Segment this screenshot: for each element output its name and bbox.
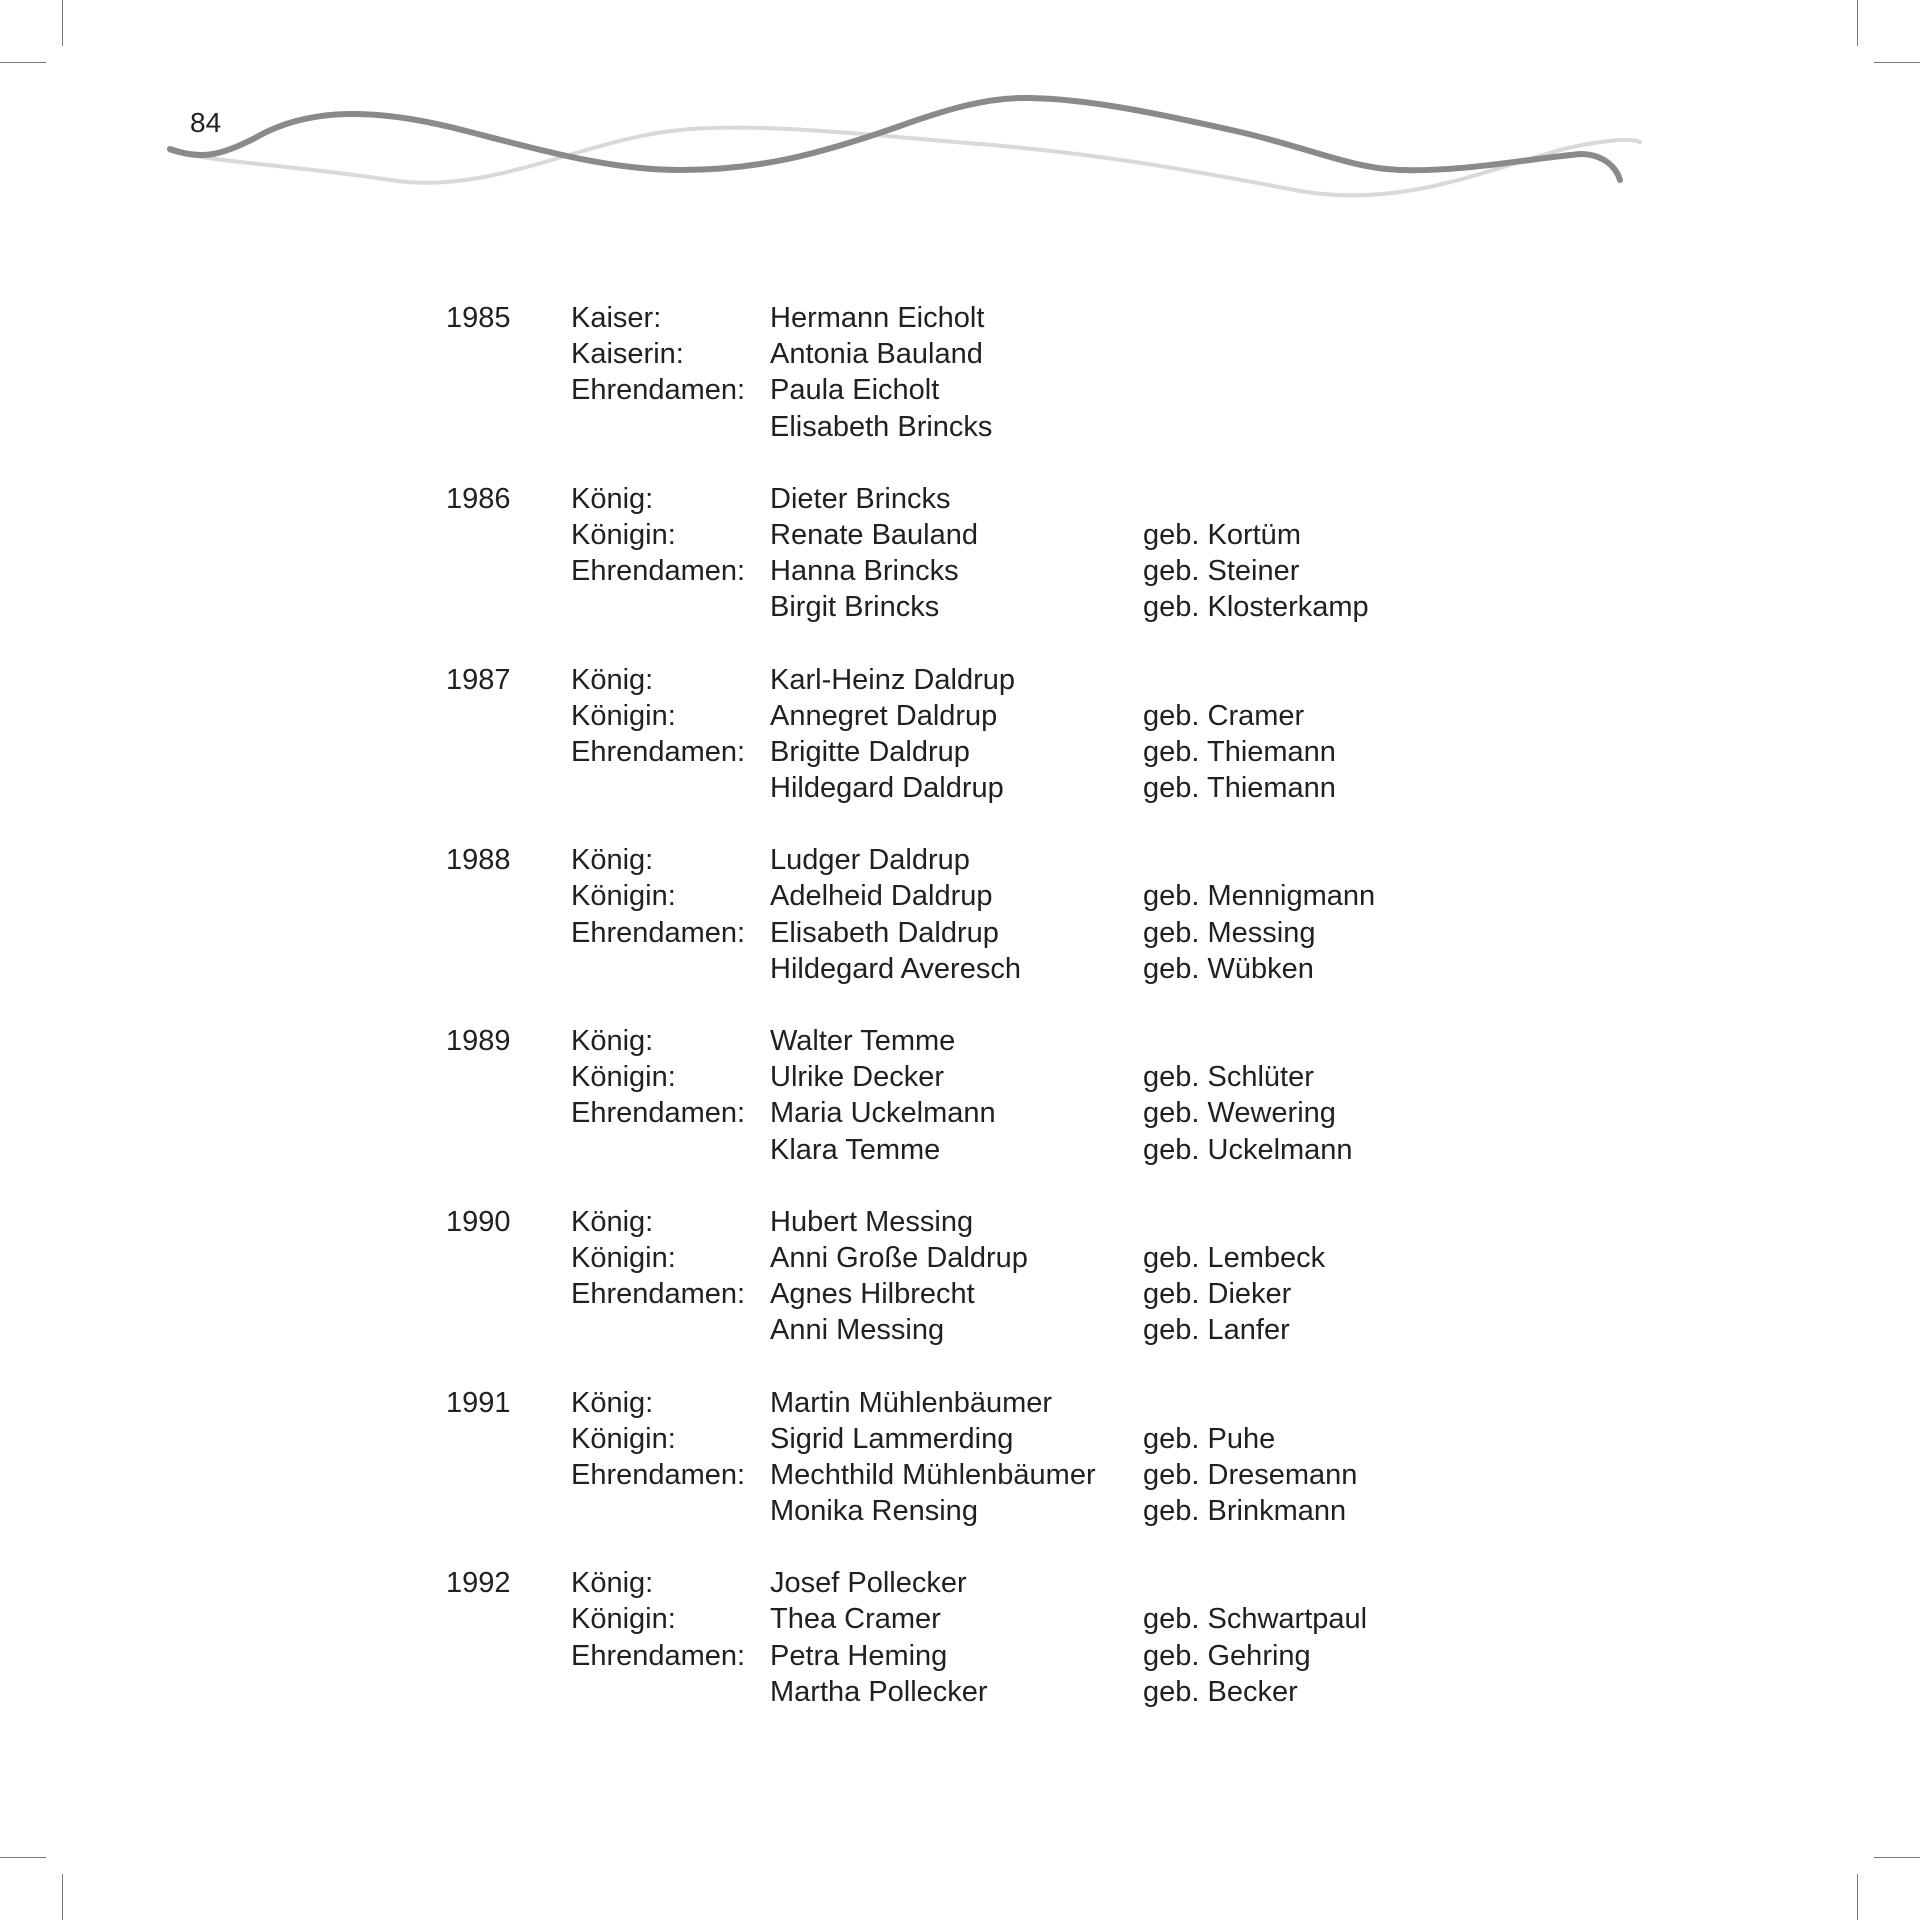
person-name: Sigrid Lammerding <box>770 1422 1014 1455</box>
person-name: Renate Bauland <box>770 518 978 551</box>
birth-name: geb. Lanfer <box>1143 1314 1290 1347</box>
person-name: Annegret Daldrup <box>770 699 998 732</box>
crop-mark-top-right-horizontal <box>1874 62 1920 63</box>
roster-row <box>446 589 1546 625</box>
crop-mark-bottom-left-horizontal <box>0 1857 46 1858</box>
person-name: Hubert Messing <box>770 1205 974 1238</box>
crop-mark-bottom-left-vertical <box>62 1874 63 1920</box>
roster-row <box>446 734 1546 770</box>
wave-light-line <box>170 128 1640 196</box>
roster-entry-1990 <box>446 1204 1546 1349</box>
birth-name: geb. Puhe <box>1143 1422 1276 1455</box>
person-name: Monika Rensing <box>770 1495 978 1528</box>
person-name: Antonia Bauland <box>770 338 983 371</box>
role-label: Königin: <box>571 699 676 732</box>
birth-name: geb. Thiemann <box>1143 772 1336 805</box>
birth-name: geb. Cramer <box>1143 699 1305 732</box>
roster-row <box>446 1565 1546 1601</box>
role-label: Königin: <box>571 1061 676 1094</box>
birth-name: geb. Messing <box>1143 916 1316 949</box>
header-wave-ornament <box>160 88 1720 218</box>
birth-name: geb. Mennigmann <box>1143 880 1376 913</box>
roster-entry-1991 <box>446 1385 1546 1530</box>
birth-name: geb. Dieker <box>1143 1278 1292 1311</box>
roster-row <box>446 1385 1546 1421</box>
role-label: Kaiser: <box>571 302 662 334</box>
role-label: König: <box>571 663 654 696</box>
role-label: Ehrendamen: <box>571 1097 746 1130</box>
roster-row <box>446 1421 1546 1457</box>
birth-name: geb. Gehring <box>1143 1639 1311 1672</box>
year-label: 1989 <box>446 1025 511 1057</box>
role-label: Kaiserin: <box>571 338 684 371</box>
person-name: Thea Cramer <box>770 1603 941 1636</box>
crop-mark-bottom-right-vertical <box>1857 1874 1858 1920</box>
birth-name: geb. Brinkmann <box>1143 1495 1347 1528</box>
person-name: Martin Mühlenbäumer <box>770 1386 1053 1419</box>
person-name: Josef Pollecker <box>770 1567 967 1600</box>
role-label: König: <box>571 482 654 515</box>
roster-entry-1986 <box>446 481 1546 626</box>
roster-row <box>446 517 1546 553</box>
person-name: Elisabeth Brincks <box>770 410 993 443</box>
roster-row <box>446 1059 1546 1095</box>
year-label: 1986 <box>446 482 511 515</box>
roster-row <box>446 698 1546 734</box>
roster-row <box>446 951 1546 987</box>
role-label: Ehrendamen: <box>571 374 746 407</box>
birth-name: geb. Klosterkamp <box>1143 591 1369 624</box>
roster-row <box>446 1023 1546 1059</box>
roster-row <box>446 842 1546 878</box>
role-label: Königin: <box>571 518 676 551</box>
person-name: Hermann Eicholt <box>770 302 985 334</box>
roster-entry-1985 <box>446 300 1546 445</box>
role-label: Ehrendamen: <box>571 1458 746 1491</box>
person-name: Dieter Brincks <box>770 482 951 515</box>
person-name: Maria Uckelmann <box>770 1097 996 1130</box>
person-name: Anni Große Daldrup <box>770 1241 1028 1274</box>
birth-name: geb. Uckelmann <box>1143 1133 1353 1166</box>
year-label: 1991 <box>446 1386 511 1419</box>
birth-name: geb. Wewering <box>1143 1097 1336 1130</box>
role-label: Ehrendamen: <box>571 916 746 949</box>
roster-row <box>446 300 1546 336</box>
year-label: 1990 <box>446 1205 511 1238</box>
roster-row <box>446 1132 1546 1168</box>
roster-list <box>446 300 1546 1746</box>
person-name: Ludger Daldrup <box>770 844 970 877</box>
roster-row <box>446 481 1546 517</box>
roster-row <box>446 1493 1546 1529</box>
person-name: Hanna Brincks <box>770 555 959 588</box>
roster-row <box>446 1457 1546 1493</box>
role-label: Ehrendamen: <box>571 1278 746 1311</box>
person-name: Agnes Hilbrecht <box>770 1278 975 1311</box>
roster-row <box>446 1312 1546 1348</box>
role-label: Königin: <box>571 1241 676 1274</box>
person-name: Karl-Heinz Daldrup <box>770 663 1015 696</box>
wave-dark-line <box>170 98 1620 180</box>
person-name: Birgit Brincks <box>770 591 940 624</box>
crop-mark-bottom-right-horizontal <box>1874 1857 1920 1858</box>
birth-name: geb. Schwartpaul <box>1143 1603 1368 1636</box>
crop-mark-top-left-horizontal <box>0 62 46 63</box>
person-name: Mechthild Mühlenbäumer <box>770 1458 1096 1491</box>
year-label: 1987 <box>446 663 511 696</box>
roster-entry-1987 <box>446 662 1546 807</box>
person-name: Petra Heming <box>770 1639 948 1672</box>
roster-row <box>446 770 1546 806</box>
person-name: Brigitte Daldrup <box>770 735 970 768</box>
birth-name: geb. Steiner <box>1143 555 1300 588</box>
birth-name: geb. Wübken <box>1143 952 1314 985</box>
year-label: 1988 <box>446 844 511 877</box>
roster-row <box>446 1638 1546 1674</box>
roster-row <box>446 1204 1546 1240</box>
person-name: Adelheid Daldrup <box>770 880 993 913</box>
roster-row <box>446 409 1546 445</box>
roster-row <box>446 1240 1546 1276</box>
roster-row <box>446 662 1546 698</box>
role-label: König: <box>571 1386 654 1419</box>
birth-name: geb. Becker <box>1143 1675 1298 1708</box>
crop-mark-top-right-vertical <box>1857 0 1858 46</box>
birth-name: geb. Lembeck <box>1143 1241 1326 1274</box>
roster-row <box>446 1276 1546 1312</box>
role-label: König: <box>571 1567 654 1600</box>
roster-row <box>446 915 1546 951</box>
birth-name: geb. Dresemann <box>1143 1458 1358 1491</box>
roster-row <box>446 1674 1546 1710</box>
role-label: Ehrendamen: <box>571 555 746 588</box>
roster-entry-1988 <box>446 842 1546 987</box>
role-label: König: <box>571 844 654 877</box>
person-name: Walter Temme <box>770 1025 956 1057</box>
roster-entry-1989 <box>446 1023 1546 1168</box>
roster-row <box>446 878 1546 914</box>
birth-name: geb. Schlüter <box>1143 1061 1314 1094</box>
page-number: 84 <box>190 107 222 138</box>
role-label: Ehrendamen: <box>571 735 746 768</box>
person-name: Paula Eicholt <box>770 374 940 407</box>
roster-entry-1992 <box>446 1565 1546 1710</box>
person-name: Elisabeth Daldrup <box>770 916 999 949</box>
roster-row <box>446 553 1546 589</box>
person-name: Klara Temme <box>770 1133 941 1166</box>
person-name: Hildegard Averesch <box>770 952 1021 985</box>
role-label: König: <box>571 1025 654 1057</box>
role-label: Ehrendamen: <box>571 1639 746 1672</box>
birth-name: geb. Thiemann <box>1143 735 1336 768</box>
crop-mark-top-left-vertical <box>62 0 63 46</box>
role-label: Königin: <box>571 1422 676 1455</box>
year-label: 1992 <box>446 1567 511 1600</box>
birth-name: geb. Kortüm <box>1143 518 1301 551</box>
person-name: Martha Pollecker <box>770 1675 988 1708</box>
year-label: 1985 <box>446 302 511 334</box>
roster-row <box>446 372 1546 408</box>
person-name: Anni Messing <box>770 1314 945 1347</box>
role-label: König: <box>571 1205 654 1238</box>
roster-row <box>446 1095 1546 1131</box>
roster-row <box>446 336 1546 372</box>
role-label: Königin: <box>571 880 676 913</box>
person-name: Hildegard Daldrup <box>770 772 1004 805</box>
roster-row <box>446 1601 1546 1637</box>
person-name: Ulrike Decker <box>770 1061 945 1094</box>
role-label: Königin: <box>571 1603 676 1636</box>
